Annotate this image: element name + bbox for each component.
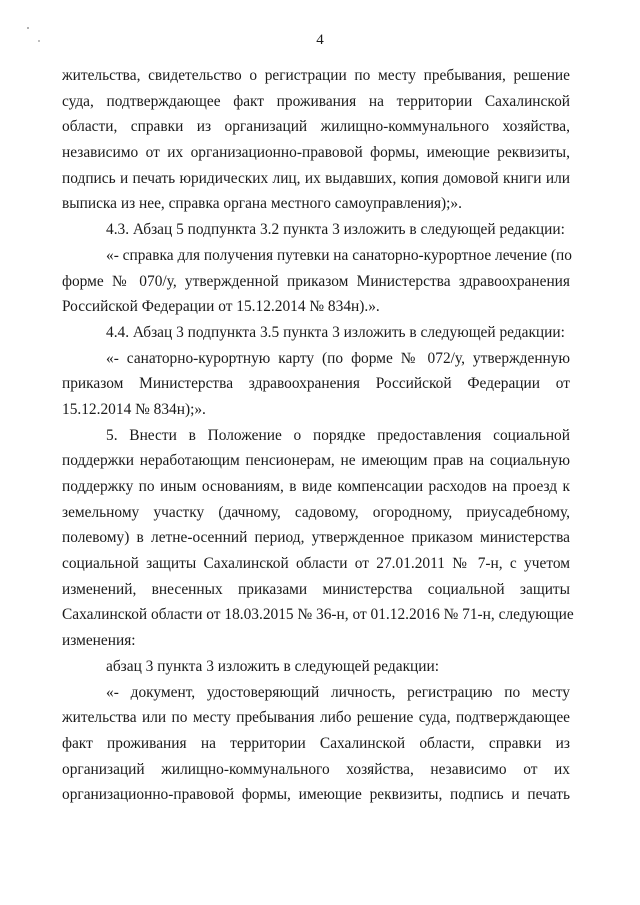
text-line: земельному участку (дачному, садовому, огородному, приусадебному, [62, 503, 570, 521]
text-line: 5. Внести в Положение о порядке предоставления социальной [106, 426, 570, 444]
text-line: подпись и печать юридических лиц, их выдавших, копия домовой книги или [62, 169, 570, 187]
text-line: изменений, внесенных приказами министерства социальной защиты [62, 580, 570, 598]
text-line: жительства или по месту пребывания либо решение суда, подтверждающее [62, 709, 570, 727]
scan-speck [27, 27, 29, 29]
text-line: Российской Федерации от 15.12.2014 № 834н).». [62, 298, 380, 316]
text-line: выписка из нее, справка органа местного самоуправления);». [62, 195, 462, 213]
text-line: Сахалинской области от 18.03.2015 № 36-н, от 01.12.2016 № 71-н, следующие [62, 606, 574, 624]
text-line: полевому) в летне-осенний период, утвержденное приказом министерства [62, 529, 570, 547]
text-line: организаций жилищно-коммунального хозяйства, независимо от их [62, 760, 570, 778]
document-body [62, 63, 574, 808]
text-line: форме № 070/у, утвержденной приказом Министерства здравоохранения [62, 272, 570, 290]
text-line: социальной защиты Сахалинской области от 27.01.2011 № 7-н, с учетом [62, 555, 570, 573]
text-line: изменения: [62, 632, 136, 650]
text-line: организационно-правовой формы, имеющие реквизиты, подпись и печать [62, 786, 570, 804]
text-line: «- санаторно-курортную карту (по форме № 072/у, утвержденную [106, 349, 570, 367]
text-line: 4.4. Абзац 3 подпункта 3.5 пункта 3 изложить в следующей редакции: [106, 323, 565, 341]
text-line: «- справка для получения путевки на санаторно-курортное лечение (по [106, 246, 572, 264]
text-line: «- документ, удостоверяющий личность, регистрацию по месту [106, 683, 570, 701]
text-line: поддержку по иным основаниям, в виде компенсации расходов на проезд к [62, 478, 570, 495]
text-line: суда, подтверждающее факт проживания на территории Сахалинской [62, 92, 570, 110]
text-line: жительства, свидетельство о регистрации по месту пребывания, решение [62, 67, 570, 84]
text-line: области, справки из организаций жилищно-коммунального хозяйства, [62, 118, 570, 136]
text-line: поддержки неработающим пенсионерам, не имеющим прав на социальную [62, 452, 570, 470]
text-line: факт проживания на территории Сахалинской области, справки из [62, 734, 570, 752]
page-number: 4 [316, 32, 324, 48]
text-line: приказом Министерства здравоохранения Российской Федерации от [62, 375, 570, 393]
text-line: 4.3. Абзац 5 подпункта 3.2 пункта 3 изложить в следующей редакции: [106, 221, 565, 239]
text-line: 15.12.2014 № 834н);». [62, 400, 206, 418]
text-line: абзац 3 пункта 3 изложить в следующей редакции: [106, 657, 440, 675]
text-line: независимо от их организационно-правовой формы, имеющие реквизиты, [62, 144, 570, 162]
